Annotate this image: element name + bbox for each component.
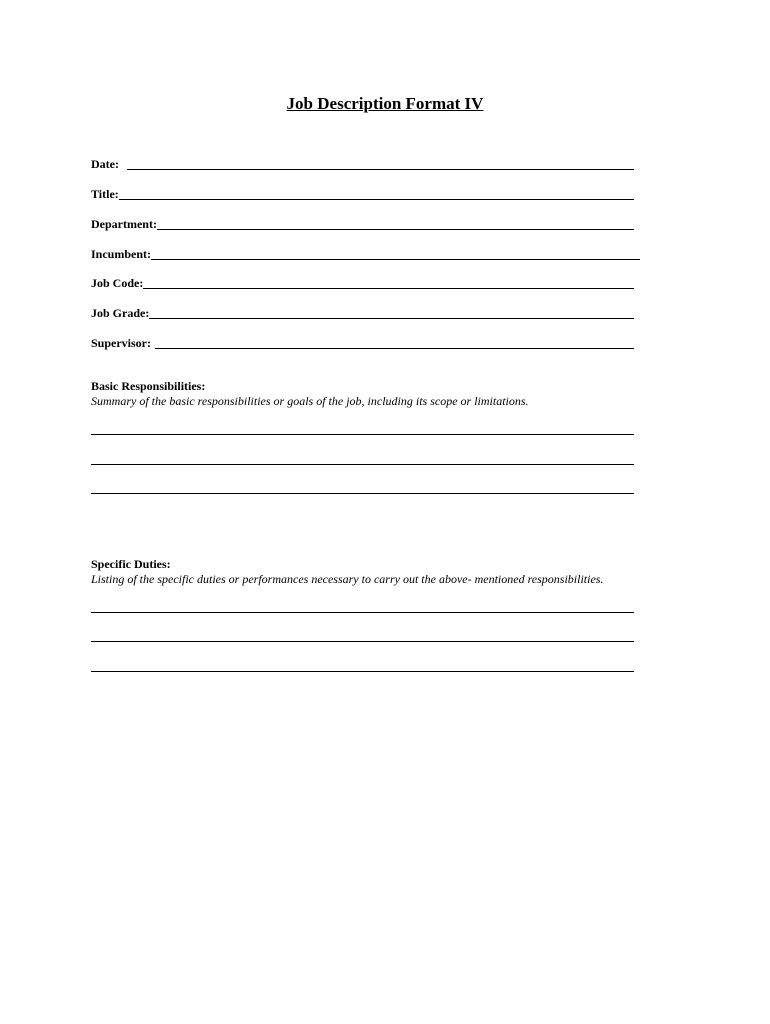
date-field[interactable] — [91, 154, 634, 172]
department-line[interactable] — [157, 229, 634, 230]
job-grade-line[interactable] — [149, 318, 634, 319]
date-label: Date: — [91, 157, 119, 171]
job-code-label: Job Code: — [91, 276, 144, 290]
supervisor-label: Supervisor: — [91, 336, 151, 350]
incumbent-field[interactable] — [91, 244, 640, 262]
job-code-line[interactable] — [143, 288, 634, 289]
title-line[interactable] — [119, 199, 634, 200]
job-code-field[interactable] — [91, 273, 634, 291]
incumbent-label: Incumbent: — [91, 247, 152, 261]
document-title: Job Description Format IV — [286, 94, 484, 113]
specific-duties-heading: Specific Duties: — [91, 557, 171, 571]
title-label: Title: — [91, 187, 119, 201]
job-grade-field[interactable] — [91, 303, 634, 321]
specific-duties-description: Listing of the specific duties or performances necessary to carry out the above- mentioned responsibilities. — [91, 572, 604, 586]
date-line[interactable] — [127, 169, 634, 170]
incumbent-line[interactable] — [151, 259, 640, 260]
basic-responsibilities-line[interactable] — [91, 493, 634, 494]
specific-duties-line[interactable] — [91, 612, 634, 613]
department-label: Department: — [91, 217, 157, 231]
job-grade-label: Job Grade: — [91, 306, 150, 320]
specific-duties-line[interactable] — [91, 641, 634, 642]
department-field[interactable] — [91, 214, 634, 232]
supervisor-line[interactable] — [155, 348, 634, 349]
title-field[interactable] — [91, 184, 634, 202]
supervisor-field[interactable] — [91, 333, 634, 351]
basic-responsibilities-description: Summary of the basic responsibilities or goals of the job, including its scope or limitations. — [91, 394, 529, 408]
specific-duties-line[interactable] — [91, 671, 634, 672]
basic-responsibilities-line[interactable] — [91, 464, 634, 465]
basic-responsibilities-heading: Basic Responsibilities: — [91, 379, 206, 393]
basic-responsibilities-line[interactable] — [91, 434, 634, 435]
